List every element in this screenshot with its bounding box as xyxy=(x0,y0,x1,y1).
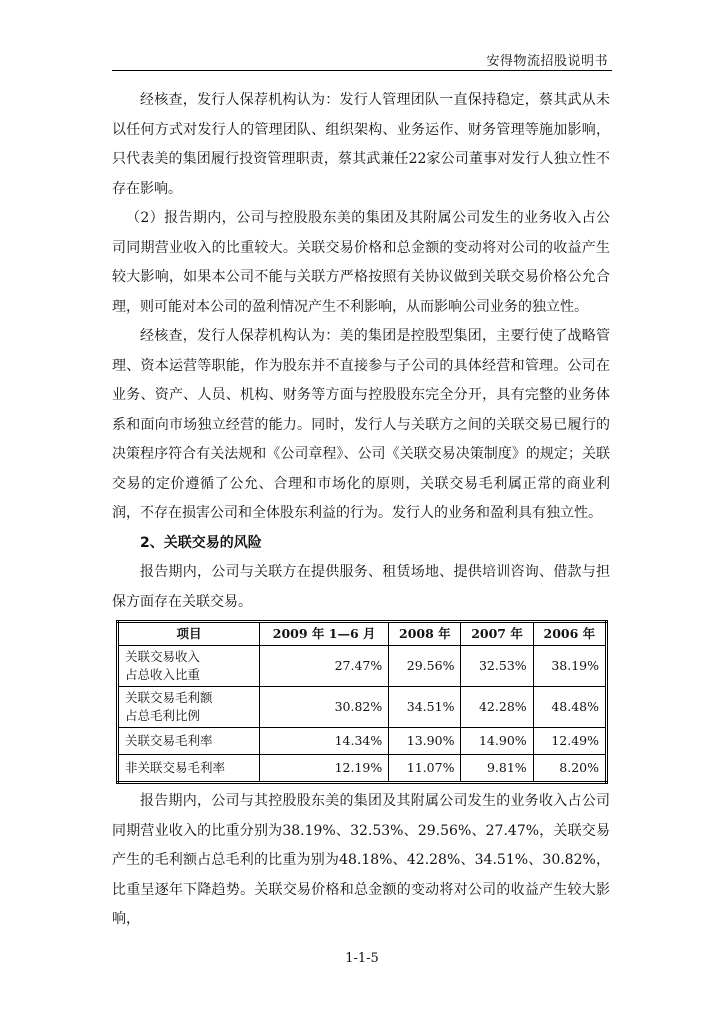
table-row xyxy=(118,646,607,687)
label-line: 关联交易收入 xyxy=(125,649,201,664)
table-cell: 12.49% xyxy=(533,728,606,755)
table-cell: 32.53% xyxy=(461,646,533,687)
label-line: 占总毛利比例 xyxy=(125,708,201,723)
table-row-label: 关联交易毛利率 xyxy=(118,728,260,755)
table-cell: 42.28% xyxy=(461,687,533,728)
table-row-label xyxy=(118,687,260,728)
table-row xyxy=(118,755,607,783)
table-row xyxy=(118,728,607,755)
paragraph-verification-management: 经核查，发行人保荐机构认为：发行人管理团队一直保持稳定，蔡其武从未以任何方式对发行人的管理团队、组织架构、业务运作、财务管理等施加影响，只代表美的集团履行投资管理职责，蔡其武兼任22家公司董事对发行人独立性不存在影响。 xyxy=(112,92,610,197)
table-cell: 29.56% xyxy=(389,646,461,687)
header-divider xyxy=(112,70,612,71)
paragraph-related-transaction-ratios: 报告期内，公司与其控股股东美的集团及其附属公司发生的业务收入占公司同期营业收入的比重分别为38.19%、32.53%、29.56%、27.47%，关联交易产生的毛利额占总毛利的比重为别为48.18%、42.28%、34.51%、30.82%，比重呈逐年下降趋势。关联交易价格和总金额的变动将对公司的收益产生较大影响， xyxy=(112,793,610,927)
label-line: 关联交易毛利额 xyxy=(125,690,213,705)
table-cell: 34.51% xyxy=(389,687,461,728)
section-heading-related-transaction-risk: 2、关联交易的风险 xyxy=(140,534,262,551)
table-cell: 13.90% xyxy=(389,728,461,755)
table-cell: 12.19% xyxy=(260,755,389,783)
paragraph-related-transactions-intro: 报告期内，公司与关联方在提供服务、租赁场地、提供培训咨询、借款与担保方面存在关联交易。 xyxy=(112,564,610,610)
table-header-2009h1: 2009 年 1—6 月 xyxy=(260,622,389,646)
table-cell: 30.82% xyxy=(260,687,389,728)
table-cell: 14.34% xyxy=(260,728,389,755)
table-row xyxy=(118,687,607,728)
table-cell: 11.07% xyxy=(389,755,461,783)
document-header-title: 安得物流招股说明书 xyxy=(486,54,608,69)
page-number: 1-1-5 xyxy=(345,951,379,966)
table-header-row xyxy=(118,622,607,646)
table-cell: 38.19% xyxy=(533,646,606,687)
table-cell: 8.20% xyxy=(533,755,606,783)
table-cell: 48.48% xyxy=(533,687,606,728)
table-cell: 14.90% xyxy=(461,728,533,755)
table-header-2006: 2006 年 xyxy=(533,622,606,646)
paragraph-verification-independence: 经核查，发行人保荐机构认为：美的集团是控股型集团，主要行使了战略管理、资本运营等职能，作为股东并不直接参与子公司的具体经营和管理。公司在业务、资产、人员、机构、财务等方面与控股股东完全分开，具有完整的业务体系和面向市场独立经营的能力。同时，发行人与关联方之间的关联交易已履行的决策程序符合有关法规和《公司章程》、公司《关联交易决策制度》的规定；关联交易的定价遵循了公允、合理和市场化的原则，关联交易毛利属正常的商业利润，不存在损害公司和全体股东利益的行为。发行人的业务和盈利具有独立性。 xyxy=(112,328,610,521)
table-header-2007: 2007 年 xyxy=(461,622,533,646)
table-header-item: 项目 xyxy=(118,622,260,646)
paragraph-related-revenue-risk: （2）报告期内，公司与控股股东美的集团及其附属公司发生的业务收入占公司同期营业收入的比重较大。关联交易价格和总金额的变动将对公司的收益产生较大影响，如果本公司不能与关联方严格按照有关协议做到关联交易价格公允合理，则可能对本公司的盈利情况产生不利影响，从而影响公司业务的独立性。 xyxy=(112,210,610,315)
table-cell: 27.47% xyxy=(260,646,389,687)
table-header-2008: 2008 年 xyxy=(389,622,461,646)
related-transactions-table xyxy=(116,620,608,784)
label-line: 占总收入比重 xyxy=(125,667,201,682)
table-cell: 9.81% xyxy=(461,755,533,783)
table-row-label xyxy=(118,646,260,687)
document-body xyxy=(112,86,610,935)
table-row-label: 非关联交易毛利率 xyxy=(118,755,260,783)
